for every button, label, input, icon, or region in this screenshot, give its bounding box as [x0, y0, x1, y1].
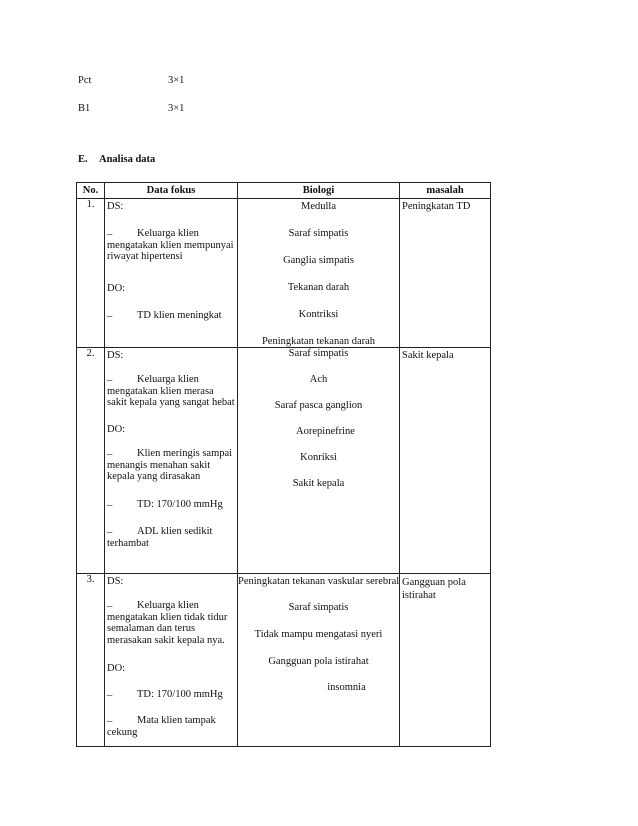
do-item: TD: 170/100 mmHg: [137, 689, 223, 700]
data-fokus-cell: [105, 574, 238, 747]
masalah-cell: [400, 348, 491, 574]
biologi-step: Saraf simpatis: [288, 348, 349, 359]
med-dose: 3×1: [168, 75, 185, 86]
do-label: DO:: [107, 424, 126, 435]
dash-bullet: –: [107, 716, 113, 727]
biologi-step: Kontriksi: [298, 309, 339, 320]
biologi-step: Saraf pasca ganglion: [274, 400, 363, 411]
ds-item: Keluarga klien mengatakan klien tidak tidur semalaman dan terus merasakan sakit kepala nya.: [107, 600, 228, 646]
header-no: No.: [77, 183, 105, 199]
header-data-fokus: Data fokus: [105, 183, 238, 199]
table-header-row: [77, 183, 491, 199]
data-fokus-cell: [105, 348, 238, 574]
dash-bullet: –: [107, 229, 113, 240]
dash-bullet: –: [107, 527, 113, 538]
biologi-step: Sakit kepala: [292, 478, 345, 489]
dash-bullet: –: [107, 601, 113, 612]
ds-label: DS:: [107, 350, 124, 361]
table-row: [77, 199, 491, 348]
dash-bullet: –: [107, 690, 113, 701]
do-label: DO:: [107, 283, 126, 294]
biologi-step: insomnia: [327, 682, 366, 693]
masalah-cell: [400, 199, 491, 348]
ds-item: Keluarga klien mengatakan klien mempunyai riwayat hipertensi: [107, 228, 234, 262]
dash-bullet: –: [107, 311, 113, 322]
biologi-step: Gangguan pola istirahat: [268, 656, 369, 667]
biologi-step: Peningkatan tekanan darah: [261, 336, 376, 347]
ds-label: DS:: [107, 201, 124, 212]
biologi-cell: [238, 199, 400, 348]
ds-item: Keluarga klien mengatakan klien merasa sakit kepala yang sangat hebat: [107, 374, 235, 408]
biologi-step: Saraf simpatis: [288, 228, 349, 239]
do-item: TD: 170/100 mmHg: [137, 499, 223, 510]
row-number: 1.: [77, 199, 105, 348]
biologi-step: Peningkatan tekanan vaskular serebral: [238, 576, 400, 587]
do-item: Mata klien tampak cekung: [107, 715, 216, 738]
data-fokus-cell: [105, 199, 238, 348]
section-letter: E.: [78, 154, 88, 165]
dash-bullet: –: [107, 500, 113, 511]
row-number: 3.: [77, 574, 105, 747]
biologi-step: Konriksi: [300, 452, 337, 463]
row-number: 2.: [77, 348, 105, 574]
biologi-cell: [238, 348, 400, 574]
do-item: TD klien meningkat: [137, 310, 222, 321]
med-dose: 3×1: [168, 103, 185, 114]
biologi-step: Saraf simpatis: [288, 602, 349, 613]
biologi-step: Ganglia simpatis: [283, 255, 354, 266]
dash-bullet: –: [107, 375, 113, 386]
analysis-table: [76, 182, 491, 747]
do-item: Klien meringis sampai menangis menahan sakit kepala yang dirasakan: [107, 448, 233, 482]
biologi-step: Tidak mampu mengatasi nyeri: [254, 629, 383, 640]
ds-label: DS:: [107, 576, 124, 587]
section-title: Analisa data: [99, 154, 156, 165]
med-name: B1: [78, 103, 91, 114]
table-row: [77, 348, 491, 574]
masalah-text: Gangguan pola istirahat: [402, 577, 466, 601]
biologi-step: Medulla: [301, 201, 336, 212]
med-name: Pct: [78, 75, 92, 86]
masalah-cell: [400, 574, 491, 747]
masalah-text: Sakit kepala: [402, 350, 454, 361]
do-item: ADL klien sedikit terhambat: [107, 526, 213, 549]
biologi-step: Aorepinefrine: [296, 426, 355, 437]
biologi-step: Tekanan darah: [287, 282, 350, 293]
table-row: [77, 574, 491, 747]
masalah-text: Peningkatan TD: [402, 201, 471, 212]
dash-bullet: –: [107, 449, 113, 460]
biologi-step: Ach: [309, 374, 328, 385]
header-masalah: masalah: [400, 183, 491, 199]
do-label: DO:: [107, 663, 126, 674]
biologi-cell: [238, 574, 400, 747]
header-biologi: Biologi: [238, 183, 400, 199]
